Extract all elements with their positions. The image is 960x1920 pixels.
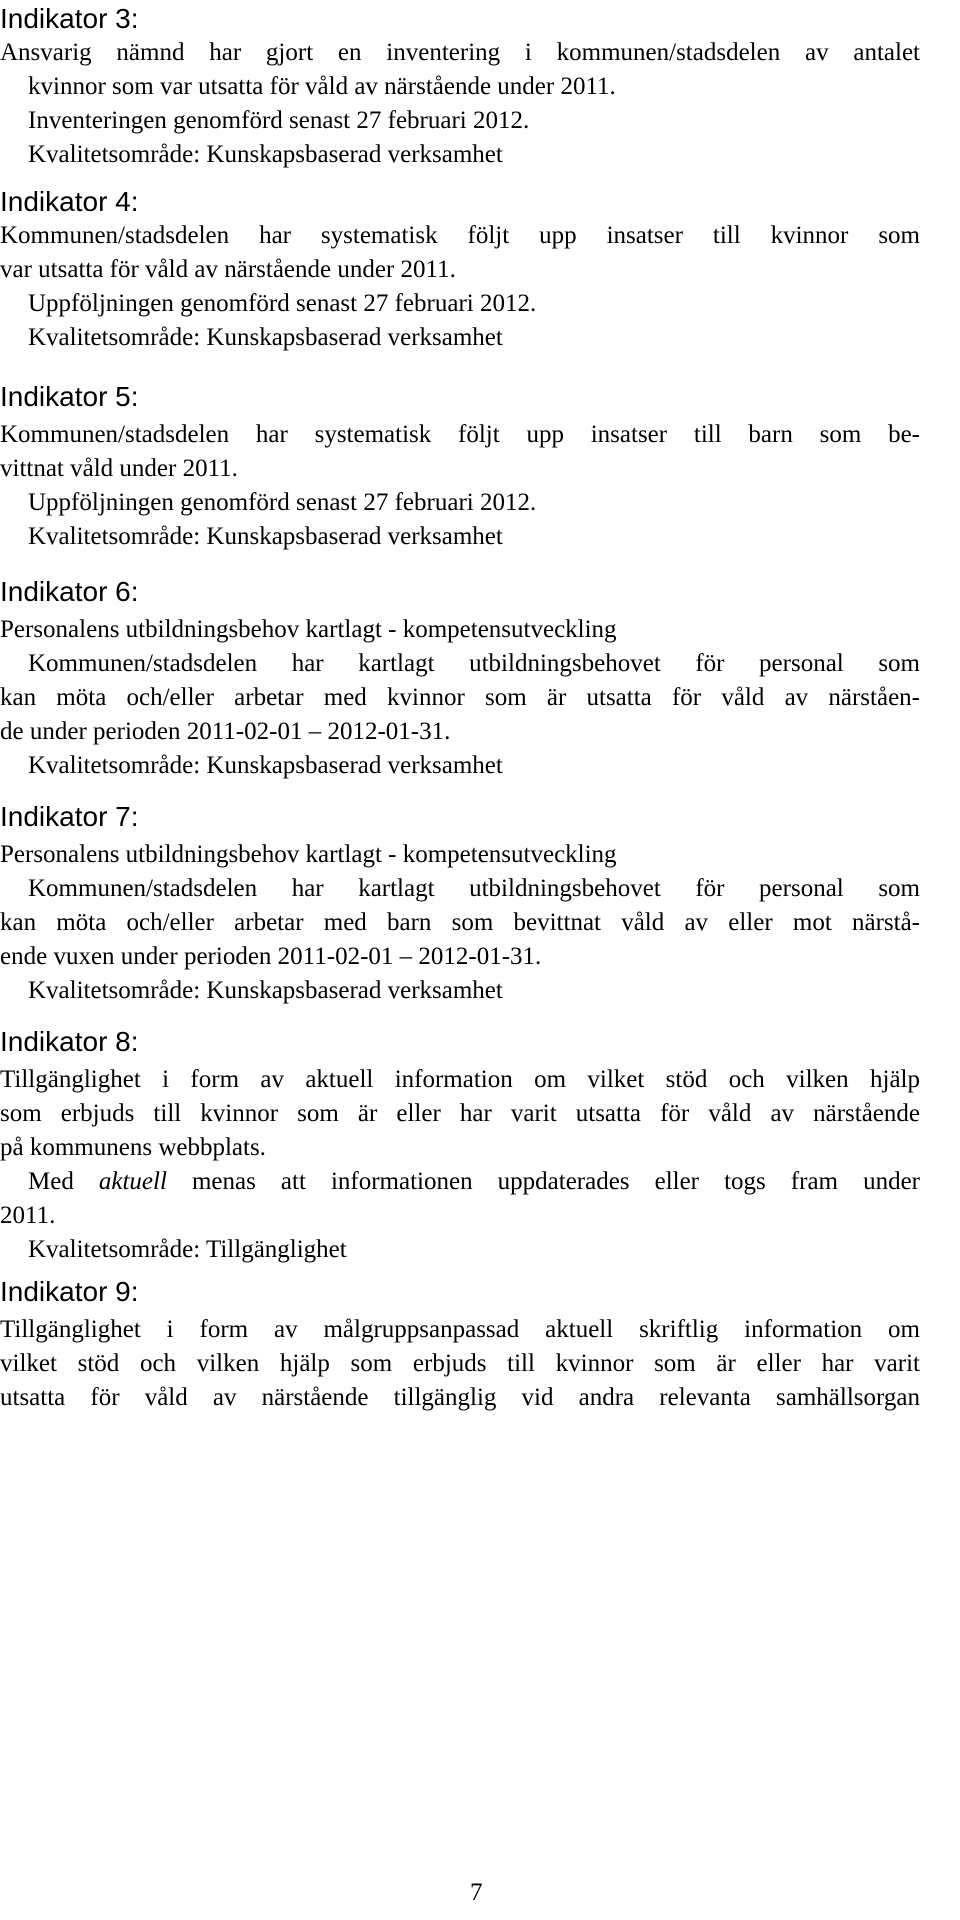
indicator-8-line-4-prefix: Med (28, 1168, 74, 1195)
indicator-6-line-5: Kvalitetsområde: Kunskapsbaserad verksamhet (28, 752, 503, 779)
indicator-3-heading: Indikator 3: (0, 3, 139, 34)
indicator-9-section (0, 1275, 960, 1415)
indicator-9-line-1: Tillgänglighet i form av målgruppsanpassad aktuell skriftlig information om (0, 1316, 920, 1343)
indicator-5-line-1: Kommunen/stadsdelen har systematisk följt upp insatser till barn som be- (0, 421, 920, 448)
indicator-8-heading: Indikator 8: (0, 1026, 139, 1057)
indicator-8-line-2: som erbjuds till kvinnor som är eller har varit utsatta för våld av närstående (0, 1100, 920, 1127)
indicator-7-line-2: Kommunen/stadsdelen har kartlagt utbildningsbehovet för personal som (28, 875, 920, 902)
indicator-8-line-4 (0, 1165, 920, 1199)
indicator-7-section (0, 800, 960, 1008)
indicator-6-section (0, 575, 960, 783)
indicator-4-line-4: Kvalitetsområde: Kunskapsbaserad verksamhet (28, 324, 503, 351)
indicator-9-heading: Indikator 9: (0, 1276, 139, 1307)
indicator-8-section (0, 1025, 960, 1267)
indicator-3-line-3: Inventeringen genomförd senast 27 februari 2012. (28, 107, 530, 134)
page-number: 7 (470, 1879, 483, 1906)
indicator-7-line-3: kan möta och/eller arbetar med barn som bevittnat våld av eller mot närstå- (0, 909, 920, 936)
indicator-5-line-4: Kvalitetsområde: Kunskapsbaserad verksamhet (28, 523, 503, 550)
indicator-8-line-1: Tillgänglighet i form av aktuell information om vilket stöd och vilken hjälp (0, 1066, 920, 1093)
indicator-7-line-1: Personalens utbildningsbehov kartlagt - kompetensutveckling (0, 841, 617, 868)
indicator-5-section (0, 380, 960, 554)
indicator-8-emphasis: aktuell (98, 1168, 167, 1195)
indicator-6-line-4: de under perioden 2011-02-01 – 2012-01-31. (0, 718, 451, 745)
indicator-3-line-4: Kvalitetsområde: Kunskapsbaserad verksamhet (28, 141, 503, 168)
indicator-5-heading: Indikator 5: (0, 381, 139, 412)
indicator-8-line-3: på kommunens webbplats. (0, 1134, 266, 1161)
indicator-4-line-3: Uppföljningen genomförd senast 27 februari 2012. (28, 290, 537, 317)
indicator-5-line-2: vittnat våld under 2011. (0, 455, 238, 482)
indicator-4-heading: Indikator 4: (0, 186, 139, 217)
indicator-7-line-5: Kvalitetsområde: Kunskapsbaserad verksamhet (28, 977, 503, 1004)
indicator-9-line-2: vilket stöd och vilken hjälp som erbjuds till kvinnor som är eller har varit (0, 1350, 920, 1377)
indicator-3-line-2: kvinnor som var utsatta för våld av närstående under 2011. (28, 73, 616, 100)
indicator-6-line-1: Personalens utbildningsbehov kartlagt - kompetensutveckling (0, 616, 617, 643)
indicator-7-heading: Indikator 7: (0, 801, 139, 832)
indicator-6-line-3: kan möta och/eller arbetar med kvinnor som är utsatta för våld av närståen- (0, 684, 920, 711)
indicator-5-line-3: Uppföljningen genomförd senast 27 februari 2012. (28, 489, 537, 516)
indicator-8-line-6: Kvalitetsområde: Tillgänglighet (28, 1236, 347, 1263)
indicator-4-line-2: var utsatta för våld av närstående under 2011. (0, 256, 456, 283)
indicator-8-line-4-rest: menas att informationen uppdaterades eller togs fram under (191, 1168, 920, 1195)
indicator-6-heading: Indikator 6: (0, 576, 139, 607)
indicator-6-line-2: Kommunen/stadsdelen har kartlagt utbildningsbehovet för personal som (28, 650, 920, 677)
indicator-3-line-1: Ansvarig nämnd har gjort en inventering i kommunen/stadsdelen av antalet (0, 39, 920, 66)
indicator-9-line-3: utsatta för våld av närstående tillgänglig vid andra relevanta samhällsorgan (0, 1384, 920, 1411)
indicator-3-section (0, 2, 960, 172)
indicator-4-line-1: Kommunen/stadsdelen har systematisk följt upp insatser till kvinnor som (0, 222, 920, 249)
indicator-8-line-5: 2011. (0, 1202, 56, 1229)
indicator-7-line-4: ende vuxen under perioden 2011-02-01 – 2012-01-31. (0, 943, 542, 970)
indicator-4-section (0, 185, 960, 355)
